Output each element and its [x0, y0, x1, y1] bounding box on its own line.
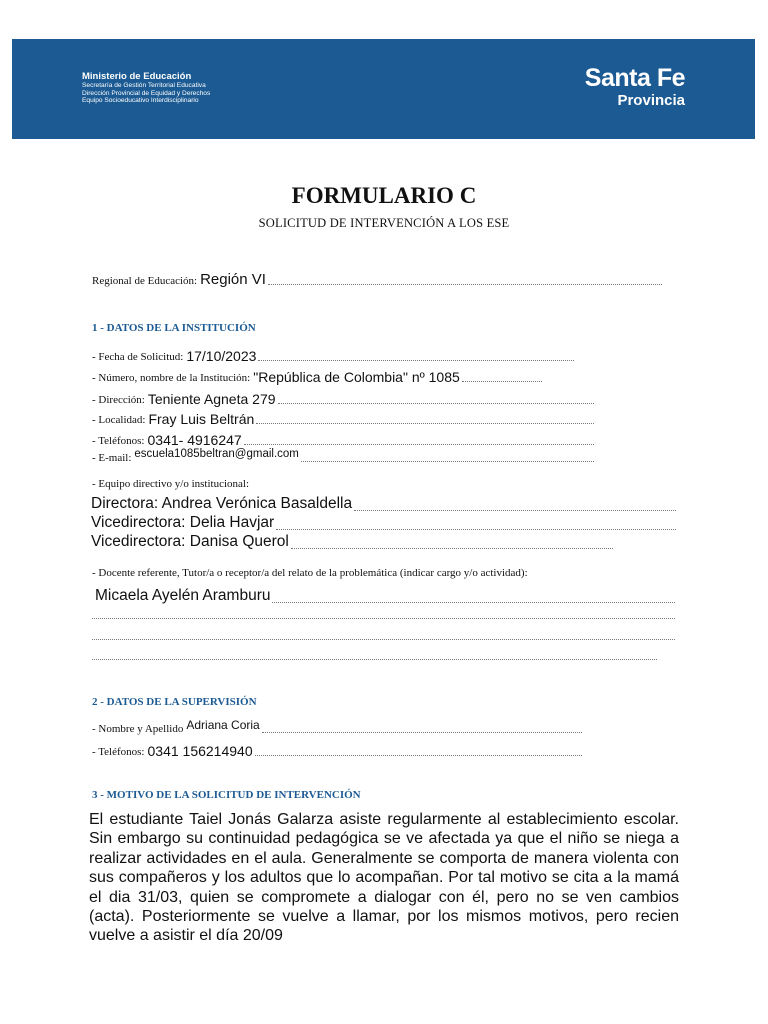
ministry-name: Ministerio de Educación: [82, 71, 192, 82]
fecha-label: - Fecha de Solicitud:: [92, 351, 184, 363]
motivo-text: El estudiante Taiel Jonás Galarza asiste regularmente al establecimiento escolar. Sin embargo su continuidad pedagógica se ve afectada ya que el niño se niega a realizar actividades en el aula. Generalmente se comporta de manera violenta con sus compañeros y los adultos que lo acompañan. Por tal motivo se cita a la mamá el dia 31/03, quien se compromete a dialogar con él, pero no se ven cambios (acta). Posteriormente se vuelve a llamar, por los mismos motivos, pero recien vuelve a asistir el día 20/09: [89, 811, 679, 945]
supervisor-phone-label: - Teléfonos:: [92, 746, 145, 758]
dotted-leader: [276, 529, 676, 530]
supervisor-name-label: - Nombre y Apellido: [92, 723, 184, 735]
localidad-field: [92, 410, 594, 426]
direccion-field: [92, 390, 594, 406]
dotted-leader: [255, 755, 582, 756]
motivo-text-block: [89, 810, 679, 945]
institucion-label: - Número, nombre de la Institución:: [92, 372, 251, 384]
dotted-leader: [258, 360, 574, 361]
docente-value: Micaela Ayelén Aramburu: [95, 587, 271, 604]
localidad-label: - Localidad:: [92, 414, 146, 426]
equipo-member: Vicedirectora: Delia Havjar: [91, 514, 275, 531]
supervisor-name-field: [92, 718, 582, 735]
email-field: [92, 448, 594, 464]
supervisor-phone-field: [92, 742, 582, 758]
equipo-line: [91, 514, 676, 532]
fecha-field: [92, 347, 574, 363]
telefonos-field: [92, 431, 594, 447]
form-subtitle: SOLICITUD DE INTERVENCIÓN A LOS ESE: [258, 216, 510, 230]
regional-label: Regional de Educación:: [92, 275, 198, 287]
equipo-line: [91, 533, 613, 551]
fecha-value: 17/10/2023: [186, 348, 257, 364]
dotted-leader: [278, 403, 594, 404]
equipo-label-row: [92, 478, 252, 490]
equipo-line: [91, 495, 676, 513]
equipo-label: - Equipo directivo y/o institucional:: [92, 478, 250, 490]
dotted-leader: [291, 548, 613, 549]
regional-field: [92, 270, 662, 287]
brand-title: Santa Fe: [584, 64, 685, 92]
section-2-title: 2 - DATOS DE LA SUPERVISIÓN: [92, 696, 257, 708]
supervisor-name-value: Adriana Coria: [186, 718, 260, 732]
docente-field: [95, 587, 675, 605]
ministry-subline: Dirección Provincial de Equidad y Derechos: [82, 89, 211, 97]
dotted-leader: [272, 602, 675, 603]
direccion-label: - Dirección:: [92, 394, 145, 406]
ministry-logo-text: [82, 71, 210, 105]
email-label: - E-mail:: [92, 452, 132, 464]
dotted-leader: [301, 461, 594, 462]
equipo-member: Directora: Andrea Verónica Basaldella: [91, 495, 353, 512]
direccion-value: Teniente Agneta 279: [147, 391, 276, 407]
form-title: FORMULARIO C: [291, 183, 477, 208]
email-value: escuela1085beltran@gmail.com: [134, 448, 299, 460]
institucion-field: [92, 368, 542, 384]
ministry-subline: Secretaría de Gestión Territorial Educativa: [82, 82, 206, 89]
ministry-subline: Equipo Socioeducativo Interdisciplinario: [82, 97, 199, 105]
dotted-leader: [462, 381, 542, 382]
blank-dotted-line: [92, 639, 675, 640]
dotted-leader: [256, 423, 594, 424]
brand-subtitle: Provincia: [617, 92, 685, 109]
blank-dotted-line: [92, 659, 657, 660]
section-1-title: 1 - DATOS DE LA INSTITUCIÓN: [92, 322, 256, 334]
docente-label: - Docente referente, Tutor/a o receptor/a del relato de la problemática (indicar cargo y/o actividad):: [92, 567, 528, 579]
dotted-leader: [268, 284, 662, 285]
regional-value: Región VI: [200, 271, 266, 288]
supervisor-phone-value: 0341 156214940: [147, 743, 253, 759]
santa-fe-logo: [585, 64, 685, 108]
telefonos-value: 0341- 4916247: [147, 432, 242, 448]
dotted-leader: [354, 510, 676, 511]
equipo-member: Vicedirectora: Danisa Querol: [91, 533, 289, 550]
institucion-value: "República de Colombia" nº 1085: [253, 369, 460, 385]
dotted-leader: [244, 444, 594, 445]
docente-label-row: [92, 567, 531, 579]
dotted-leader: [262, 732, 582, 733]
localidad-value: Fray Luis Beltrán: [148, 411, 255, 427]
section-3-title: 3 - MOTIVO DE LA SOLICITUD DE INTERVENCIÓN: [92, 789, 361, 801]
header-banner: [12, 39, 755, 139]
blank-dotted-line: [92, 618, 675, 619]
telefonos-label: - Teléfonos:: [92, 435, 145, 447]
